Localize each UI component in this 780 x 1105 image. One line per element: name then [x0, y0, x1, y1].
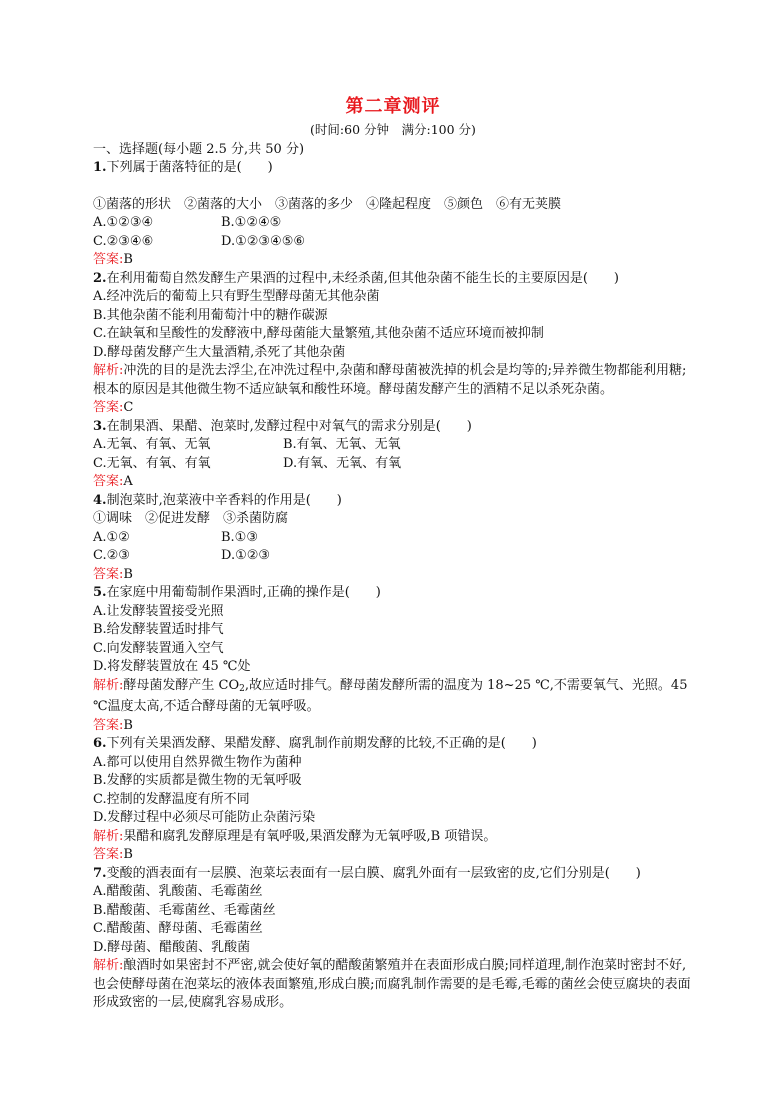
option-b: B.醋酸菌、毛霉菌丝、毛霉菌丝 [93, 902, 276, 918]
option-a: A.①②③④ [93, 215, 154, 230]
question-1-options-ab [93, 214, 693, 233]
option-a: A.无氧、有氧、无氧 [93, 437, 211, 452]
question-6-analysis: 解析:果醋和腐乳发酵原理是有氧呼吸,果酒发酵为无氧呼吸,B 项错误。 [93, 828, 497, 844]
question-7-stem: 7.变酸的酒表面有一层膜、泡菜坛表面有一层白膜、腐乳外面有一层致密的皮,它们分别是( ) [93, 865, 641, 881]
option-a: A.经冲洗后的葡萄上只有野生型酵母菌无其他杂菌 [93, 289, 380, 304]
option-d: D.发酵过程中必须尽可能防止杂菌污染 [93, 810, 316, 825]
option-b: B.其他杂菌不能利用葡萄汁中的糖作碳源 [93, 307, 328, 323]
question-4-stem: 4.制泡菜时,泡菜液中辛香料的作用是( ) [93, 492, 342, 508]
option-b: B.给发酵装置适时排气 [93, 622, 224, 637]
question-1-options-cd [93, 233, 693, 252]
question-3-options-cd [93, 455, 693, 474]
question-7-analysis: 解析:酿酒时如果密封不严密,就会使好氧的醋酸菌繁殖并在表面形成白膜;同样道理,制作泡菜时密封不好,也会使酵母菌在泡菜坛的液体表面繁殖,形成白膜;而腐乳制作需要的是毛霉,毛霉的菌丝会使豆腐块的表面形成致密的一层,使腐乳容易成形。 [93, 958, 691, 1010]
option-c: C.无氧、有氧、有氧 [93, 455, 211, 471]
option-a: A.醋酸菌、乳酸菌、毛霉菌丝 [93, 884, 263, 899]
option-d: D.酵母菌发酵产生大量酒精,杀死了其他杂菌 [93, 344, 346, 360]
option-c: C.醋酸菌、酵母菌、毛霉菌丝 [93, 921, 263, 936]
option-a: A.让发酵装置接受光照 [93, 603, 224, 619]
question-4-options-cd [93, 547, 693, 566]
option-a: A.都可以使用自然界微生物作为菌种 [93, 754, 302, 770]
question-1-items: ①菌落的形状 ②菌落的大小 ③菌落的多少 ④隆起程度 ⑤颜色 ⑥有无荚膜 [93, 196, 562, 212]
option-c: C.向发酵装置通入空气 [93, 640, 224, 656]
question-3-stem: 3.在制果酒、果醋、泡菜时,发酵过程中对氧气的需求分别是( ) [93, 418, 472, 434]
question-4-items: ①调味 ②促进发酵 ③杀菌防腐 [93, 511, 289, 526]
option-c: C.②③④⑥ [93, 233, 154, 249]
question-4-options-ab [93, 529, 693, 548]
option-b: B.发酵的实质都是微生物的无氧呼吸 [93, 773, 302, 788]
question-1-stem: 1.下列属于菌落特征的是( ) [93, 160, 273, 175]
option-a: A.①② [93, 529, 130, 545]
question-3-answer: 答案:A [93, 474, 133, 489]
section-heading: 一、选择题(每小题 2.5 分,共 50 分) [93, 141, 305, 157]
question-5-analysis: 解析:酵母菌发酵产生 $CO_2$,故应适时排气。酵母菌发酵所需的温度为 18~25 ℃,不需要氧气、光照。45 ℃温度太高,不适合酵母菌的无氧呼吸。 [93, 677, 688, 714]
option-d: D.有氧、无氧、有氧 [283, 455, 402, 471]
page-subtitle: (时间:60 分钟 满分:100 分) [310, 122, 476, 137]
option-d: D.酵母菌、醋酸菌、乳酸菌 [93, 939, 251, 955]
option-d: D.将发酵装置放在 45 ℃处 [93, 659, 251, 674]
question-5-answer: 答案:B [93, 717, 133, 733]
question-2-stem: 2.在利用葡萄自然发酵生产果酒的过程中,未经杀菌,但其他杂菌不能生长的主要原因是( ) [93, 270, 619, 286]
question-6-answer: 答案:B [93, 847, 133, 862]
question-3-options-ab [93, 436, 693, 455]
option-d: D.①②③④⑤⑥ [221, 233, 306, 249]
option-c: C.②③ [93, 548, 130, 563]
question-2-analysis: 解析:冲洗的目的是洗去浮尘,在冲洗过程中,杂菌和酵母菌被洗掉的机会是均等的;异养微生物都能利用糖;根本的原因是其他微生物不适应缺氧和酸性环境。酵母菌发酵产生的酒精不足以杀死杂菌。 [93, 363, 687, 397]
question-5-stem: 5.在家庭中用葡萄制作果酒时,正确的操作是( ) [93, 585, 381, 600]
question-2-answer: 答案:C [93, 400, 134, 415]
page-title: 第二章测评 [345, 96, 441, 117]
question-6-stem: 6.下列有关果酒发酵、果醋发酵、腐乳制作前期发酵的比较,不正确的是( ) [93, 736, 537, 751]
question-4-answer: 答案:B [93, 566, 133, 582]
option-c: C.在缺氧和呈酸性的发酵液中,酵母菌能大量繁殖,其他杂菌不适应环境而被抑制 [93, 326, 544, 341]
option-c: C.控制的发酵温度有所不同 [93, 791, 250, 807]
option-b: B.有氧、无氧、无氧 [283, 437, 401, 452]
option-b: B.①③ [221, 529, 258, 545]
option-d: D.①②③ [221, 548, 271, 563]
question-1-answer: 答案:B [93, 252, 133, 267]
option-b: B.①②④⑤ [221, 215, 282, 230]
document-page [93, 96, 693, 1013]
